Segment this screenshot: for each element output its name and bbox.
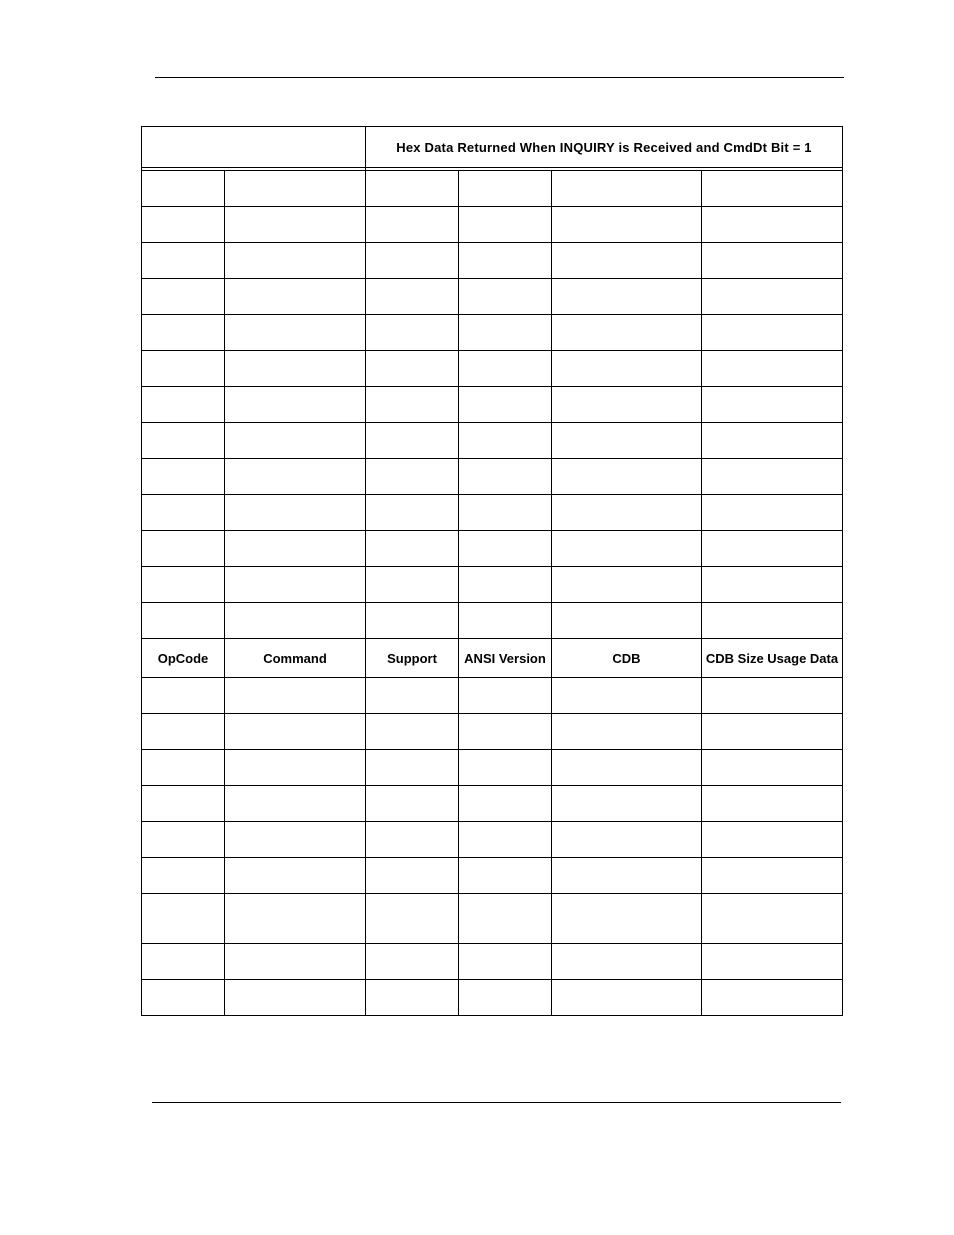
table-title-row: [142, 127, 843, 168]
col-header-cdb: CDB: [552, 639, 702, 678]
column-header-row: [142, 639, 843, 678]
table-row: [142, 822, 843, 858]
table-row: [142, 944, 843, 980]
table-row: [142, 567, 843, 603]
table-row: [142, 459, 843, 495]
blank-title-cell: [142, 127, 366, 168]
table-row: [142, 980, 843, 1016]
table-row: [142, 207, 843, 243]
col-header-command: Command: [225, 639, 366, 678]
table-row: [142, 750, 843, 786]
col-header-ansi-version: ANSI Version: [459, 639, 552, 678]
table-row: [142, 603, 843, 639]
table-row: [142, 786, 843, 822]
table-title: Hex Data Returned When INQUIRY is Received and CmdDt Bit = 1: [366, 127, 843, 168]
footer-rule: [152, 1102, 841, 1103]
table-row: [142, 351, 843, 387]
table-row: [142, 315, 843, 351]
inquiry-commands-table: [141, 126, 843, 1016]
col-header-opcode: OpCode: [142, 639, 225, 678]
table-row: [142, 495, 843, 531]
table-row: [142, 858, 843, 894]
table-row: [142, 387, 843, 423]
table-row: [142, 423, 843, 459]
header-rule: [155, 77, 844, 78]
table-row: [142, 243, 843, 279]
table-row: [142, 279, 843, 315]
table-row: [142, 531, 843, 567]
col-header-support: Support: [366, 639, 459, 678]
col-header-cdb-size-usage-data: CDB Size Usage Data: [702, 639, 843, 678]
table-row: [142, 714, 843, 750]
table-row: [142, 894, 843, 944]
table-row: [142, 678, 843, 714]
table-row: [142, 171, 843, 207]
